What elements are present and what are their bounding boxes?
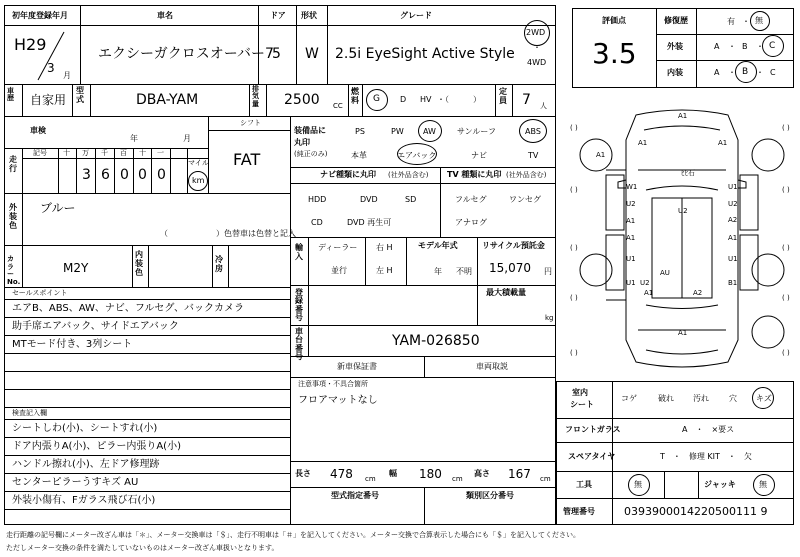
dmg-label-12: U1 <box>626 255 636 263</box>
footer-line-1: 走行距離の記号欄にメーター改ざん車は「＊」、メーター交換車は「＄」、走行不明車は「＃」を記入してください。メーター交換で合算表示した場合にも「＄」を記入してください。 <box>6 531 580 539</box>
usage-label: 車歴 <box>7 87 14 103</box>
dmg-label-4: W1 <box>626 183 638 191</box>
dmg-label-3: A1 <box>596 151 606 159</box>
svg-text:( ): ( ) <box>570 244 578 252</box>
class-number-label: 類別区分番号 <box>466 491 514 500</box>
length-unit: cm <box>365 475 376 483</box>
color-code: M2Y <box>63 261 89 275</box>
digit-label-2: 千 <box>101 149 108 157</box>
seat-burn: コゲ <box>621 394 637 403</box>
equip-pw: PW <box>391 127 404 136</box>
dmg-label-13: U2 <box>728 200 738 208</box>
notes-text: フロアマットなし <box>298 395 378 406</box>
recycle-amount: 15,070 <box>489 261 531 275</box>
mileage-label: 走行 <box>9 155 17 173</box>
dmg-label-5: U2 <box>626 200 636 208</box>
dmg-label-9: A1 <box>728 234 738 242</box>
inspector-line-4: 外装小傷有、Fガラス飛び石(小) <box>12 495 156 506</box>
seat-hole: 穴 <box>729 394 737 403</box>
fuel-other: ・（ ） <box>437 95 481 104</box>
inspector-line-0: シートしわ(小)、シートすれ(小) <box>12 423 158 434</box>
sales-point-line-1: 助手席エアバック、サイドエアバック <box>12 321 179 332</box>
height-value: 167 <box>508 467 531 481</box>
month-unit: 月 <box>63 71 71 80</box>
car-name-label: 車名 <box>157 11 173 20</box>
digit-label-1: 万 <box>82 149 89 157</box>
exterior-color: ブルー <box>40 201 76 215</box>
nav-dvd-play: DVD 再生可 <box>347 218 392 227</box>
drive-4wd: 4WD <box>527 58 547 67</box>
tools-label: 工具 <box>576 480 592 489</box>
repair-no: 無 <box>755 16 763 25</box>
displacement-label: 排気量 <box>252 85 259 108</box>
recycle-yen: 円 <box>544 267 552 276</box>
equip-navi: ナビ <box>471 151 487 160</box>
displacement: 2500 <box>284 92 320 108</box>
interior-grade-label: 内装 <box>667 68 683 77</box>
dmg-label-0: A1 <box>678 112 688 120</box>
exterior-grade-b: B <box>742 42 748 51</box>
repair-yes: 有 <box>727 17 735 26</box>
exterior-grade-c: C <box>769 41 776 51</box>
import-dealer: ディーラー <box>318 243 358 252</box>
doors: 5 <box>272 46 281 62</box>
odometer-digit-3: 0 <box>138 167 147 183</box>
svg-text:( ): ( ) <box>782 294 790 302</box>
warranty-doc: 新車保証書 <box>337 362 377 371</box>
exterior-grade-dot-1: ・ <box>728 42 736 51</box>
nav-sd: SD <box>405 195 417 204</box>
import-left-h: 左 H <box>376 266 393 275</box>
svg-text:( ): ( ) <box>782 244 790 252</box>
repair-dot: ・ <box>742 17 750 26</box>
usage: 自家用 <box>30 93 67 107</box>
management-number: 0393900014220500111 9 <box>624 505 768 518</box>
inspector-line-1: ドア内張りA(小)、ピラー内張りA(小) <box>12 441 181 452</box>
interior-grade-dot-1: ・ <box>728 68 736 77</box>
dmg-label-18: B1 <box>728 279 738 287</box>
shape-label: 形状 <box>301 11 317 20</box>
sales-points-label: セールスポイント <box>12 289 68 297</box>
management-label: 管理番号 <box>563 507 595 516</box>
recycle-label: リサイクル預託金 <box>482 241 545 250</box>
dmg-label-8: A1 <box>626 234 636 242</box>
exterior-color-label: 外装色 <box>9 203 17 230</box>
width-unit: cm <box>452 475 463 483</box>
tv-note: (社外品含む) <box>506 171 547 179</box>
jack-label: ジャッキ <box>704 480 736 489</box>
dmg-label-7: A2 <box>728 216 738 224</box>
odometer-digit-0: 3 <box>82 167 91 183</box>
score-value: 3.5 <box>592 37 637 70</box>
dmg-label-1: A1 <box>638 139 648 147</box>
length-value: 478 <box>330 467 353 481</box>
jack-value: 無 <box>759 480 767 489</box>
car-name: エクシーガクロスオーバー7 <box>98 46 274 62</box>
model-label: 型式 <box>76 86 84 104</box>
equip-tv: TV <box>528 151 539 160</box>
odometer-digit-4: 0 <box>157 167 166 183</box>
km-unit: km <box>192 176 205 185</box>
dmg-label-11: U1 <box>728 183 738 191</box>
svg-text:( ): ( ) <box>570 349 578 357</box>
seat-scratch: キズ <box>756 394 772 403</box>
inspection-label: 車検 <box>30 126 46 135</box>
equipment-label-3: (純正のみ) <box>294 150 328 158</box>
fuel-d: D <box>400 95 407 104</box>
model-year-label: モデル年式 <box>418 241 458 250</box>
max-load-label: 最大積載量 <box>486 288 526 297</box>
capacity-label: 定員 <box>499 87 507 105</box>
tv-fullseg: フルセグ <box>455 195 487 204</box>
svg-text:( ): ( ) <box>570 294 578 302</box>
dmg-label-2: A1 <box>718 139 728 147</box>
dmg-label-21: U2 <box>640 279 650 287</box>
digit-label-0: 十 <box>63 149 70 157</box>
color-code-label: カラーNo. <box>7 255 21 287</box>
equip-aw: AW <box>423 127 436 136</box>
fuel-label: 燃料 <box>351 87 359 105</box>
repaint-note: （ ）色替車は色替と記入 <box>160 229 296 238</box>
interior-grade-b: B <box>742 67 749 77</box>
nav-cd: CD <box>311 218 323 227</box>
type-designation-label: 型式指定番号 <box>331 491 379 500</box>
manual-doc: 車両取説 <box>476 362 508 371</box>
tv-label: TV 種類に丸印 <box>447 170 502 179</box>
inspector-line-3: センターピラーうすキズ AU <box>12 477 139 488</box>
svg-text:( ): ( ) <box>782 186 790 194</box>
nav-label: ナビ種類に丸印 <box>320 170 376 179</box>
model-year-unknown: 不明 <box>456 267 472 276</box>
record-label: 記号 <box>33 149 47 157</box>
seat-label-1: 室内 <box>572 388 588 397</box>
odometer-digit-2: 0 <box>120 167 129 183</box>
equip-ps: PS <box>355 127 365 136</box>
dmg-label-10: U2 <box>678 207 688 215</box>
grade-label: グレード <box>400 11 432 20</box>
height-unit: cm <box>540 475 551 483</box>
seat-stain: 汚れ <box>693 394 709 403</box>
fuel-g: G <box>373 94 380 104</box>
capacity: 7 <box>522 92 531 108</box>
nav-hdd: HDD <box>308 195 327 204</box>
shape: W <box>305 46 319 62</box>
reg-year: H29 <box>14 35 47 54</box>
inspection-month: 月 <box>183 134 191 143</box>
seat-tear: 破れ <box>658 394 674 403</box>
nav-dvd: DVD <box>360 195 378 204</box>
svg-text:( ): ( ) <box>782 124 790 132</box>
drive-2wd: 2WD <box>526 28 546 37</box>
repair-label: 修復歴 <box>664 16 688 25</box>
dmg-label-15: A2 <box>693 289 703 297</box>
dmg-inner-text: ﾋﾋ石 <box>681 169 695 177</box>
sales-point-line-2: MTモード付き、3列シート <box>12 339 133 350</box>
svg-text:( ): ( ) <box>570 186 578 194</box>
equipment-label-2: 丸印 <box>294 138 310 147</box>
interior-grade-a: A <box>714 68 720 77</box>
registration-label: 登録番号 <box>295 288 303 323</box>
equipment-label-1: 装備品に <box>294 126 326 135</box>
reg-year-label: 初年度登録年月 <box>12 11 68 20</box>
exterior-grade-dot-2: ・ <box>756 42 764 51</box>
digit-label-4: 十 <box>139 149 146 157</box>
spare-tire-label: スペアタイヤ <box>568 452 616 461</box>
door-label: ドア <box>270 11 286 20</box>
chassis-label: 車台番号 <box>295 327 303 362</box>
reg-month: 3 <box>47 61 55 75</box>
odometer-digit-1: 6 <box>101 167 110 183</box>
equip-airbag: エアバック <box>397 151 437 160</box>
dmg-label-16: A1 <box>644 289 654 297</box>
ac-label: 冷房 <box>215 255 223 273</box>
shift: FAT <box>233 150 261 169</box>
grade: 2.5i EyeSight Active Style <box>335 46 515 62</box>
windshield-value: A ・ ×要ス <box>682 425 735 434</box>
shift-label: シフト <box>240 119 261 127</box>
length-label: 長さ <box>295 469 311 478</box>
drive-dot: ・ <box>533 43 541 52</box>
inspector-line-2: ハンドル擦れ(小)、左ドア修理跡 <box>12 459 160 470</box>
tv-analog: アナログ <box>455 218 487 227</box>
exterior-grade-label: 外装 <box>667 42 683 51</box>
height-label: 高さ <box>474 469 490 478</box>
dmg-label-20: A1 <box>678 329 688 337</box>
max-load-unit: kg <box>545 314 554 322</box>
dmg-label-17: U1 <box>626 279 636 287</box>
displacement-unit: CC <box>333 102 343 110</box>
svg-text:( ): ( ) <box>782 349 790 357</box>
sales-point-line-0: エアB、ABS、AW、ナビ、フルセグ、バックカメラ <box>12 303 245 314</box>
person-unit: 人 <box>540 102 547 110</box>
car-damage-diagram <box>566 100 798 380</box>
exterior-grade-a: A <box>714 42 720 51</box>
dmg-label-14: U1 <box>728 255 738 263</box>
footer-line-2: ただしメーター交換の条件を満たしていないものはメーター改ざん車扱いとなります。 <box>6 544 279 552</box>
notes-label: 注意事項・不具合箇所 <box>298 380 368 388</box>
import-right-h: 右 H <box>376 243 393 252</box>
dmg-label-6: A1 <box>626 217 636 225</box>
windshield-label: フロントガラス <box>565 425 621 434</box>
score-label: 評価点 <box>602 16 626 25</box>
nav-note: (社外品含む) <box>388 171 429 179</box>
import-label: 輸入 <box>295 243 303 261</box>
digit-label-3: 百 <box>120 149 127 157</box>
seat-label-2: シート <box>570 400 594 409</box>
width-label: 幅 <box>389 469 397 478</box>
equip-sunroof: サンルーフ <box>457 127 496 136</box>
mile-label: マイル <box>188 159 209 167</box>
interior-color-label: 内装色 <box>135 250 143 277</box>
width-value: 180 <box>419 467 442 481</box>
model: DBA-YAM <box>136 92 199 108</box>
equip-leather: 本革 <box>351 151 367 160</box>
model-year-unit: 年 <box>434 267 442 276</box>
inspector-label: 検査記入欄 <box>12 409 47 417</box>
equip-abs: ABS <box>525 127 541 136</box>
dmg-label-19: AU <box>660 269 670 277</box>
fuel-hv: HV <box>420 95 432 104</box>
tv-oneseg: ワンセグ <box>509 195 541 204</box>
tools-value: 無 <box>634 480 642 489</box>
interior-grade-dot-2: ・ <box>756 68 764 77</box>
chassis-number: YAM-026850 <box>392 333 480 349</box>
digit-label-5: 一 <box>157 149 164 157</box>
interior-grade-c: C <box>770 68 776 77</box>
import-parallel: 並行 <box>331 266 347 275</box>
svg-text:( ): ( ) <box>570 124 578 132</box>
spare-tire-value: T ・ 修理 KIT ・ 欠 <box>660 452 752 461</box>
inspection-year: 年 <box>130 134 138 143</box>
